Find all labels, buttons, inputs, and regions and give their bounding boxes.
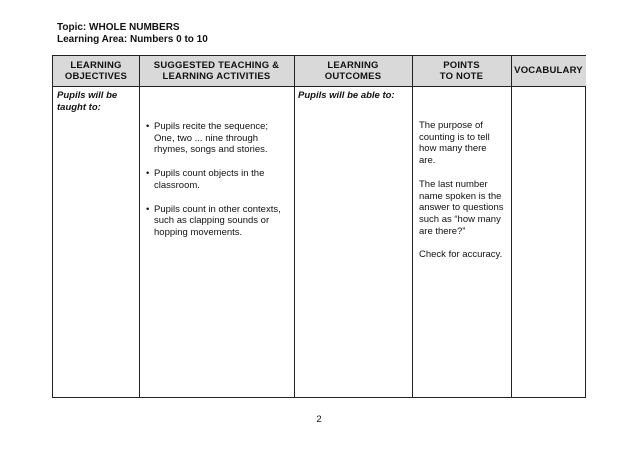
note-item: The purpose of counting is to tell how many there are. <box>419 120 490 167</box>
note-item: Check for accuracy. <box>419 249 503 261</box>
topic-line: Topic: WHOLE NUMBERS <box>57 22 180 33</box>
points-to-note-list <box>419 120 511 273</box>
activity-item: • Pupils count in other contexts, such as clapping sounds or hopping movements. <box>146 204 296 239</box>
header-points-to-note: POINTS TO NOTE <box>412 56 511 86</box>
learning-area-line: Learning Area: Numbers 0 to 10 <box>57 34 208 45</box>
column-divider <box>412 56 413 397</box>
header-teaching-activities: SUGGESTED TEACHING & LEARNING ACTIVITIES <box>139 56 294 86</box>
scheme-of-work-table <box>52 55 586 398</box>
activities-list <box>146 121 296 251</box>
column-divider <box>139 56 140 397</box>
page-number: 2 <box>316 414 322 425</box>
header-learning-outcomes: LEARNING OUTCOMES <box>294 56 412 86</box>
page-header <box>57 22 208 46</box>
activity-item: • Pupils count objects in the classroom. <box>146 168 296 191</box>
header-vocabulary: VOCABULARY <box>511 56 586 86</box>
header-divider <box>53 86 585 87</box>
note-item: The last number name spoken is the answer to questions such as “how many are there?” <box>419 178 504 237</box>
outcomes-intro: Pupils will be able to: <box>298 90 395 101</box>
column-divider <box>511 56 512 397</box>
header-learning-objectives: LEARNING OBJECTIVES <box>53 56 139 86</box>
objectives-intro: Pupils will be taught to: <box>57 90 118 113</box>
activity-item: • Pupils recite the sequence; One, two ... nine through rhymes, songs and stories. <box>146 121 296 156</box>
